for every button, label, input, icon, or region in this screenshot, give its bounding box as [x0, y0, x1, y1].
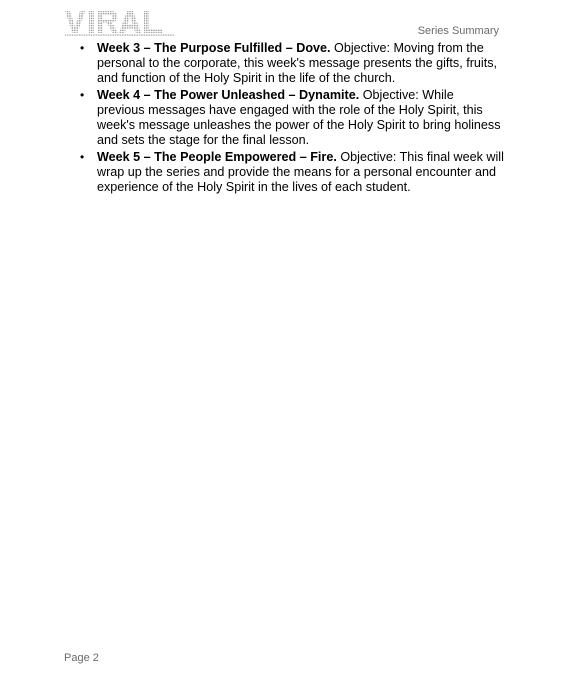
week-heading: Week 3 – The Purpose Fulfilled – Dove.: [97, 41, 331, 55]
week-objective: Objective: While previous messages have engaged with the role of the Holy Spirit, this week's message unleashes the power of the Holy Spirit to bring holiness and sets the stage for the final lesson.: [97, 88, 501, 147]
viral-logo: [64, 10, 176, 36]
header-title: Series Summary: [417, 25, 499, 37]
list-item-week-3: [80, 41, 504, 86]
list-item-week-4: [80, 88, 504, 148]
bullet-icon: •: [80, 150, 85, 164]
week-objective: Objective: Moving from the personal to the corporate, this week's message presents the gifts, fruits, and function of the Holy Spirit in the life of the church.: [97, 41, 498, 85]
page-number: Page 2: [64, 652, 99, 664]
week-heading: Week 4 – The Power Unleashed – Dynamite.: [97, 88, 360, 102]
week-heading: Week 5 – The People Empowered – Fire.: [97, 150, 337, 164]
series-summary-content: [64, 41, 504, 197]
week-objective: Objective: This final week will wrap up the series and provide the means for a personal encounter and experience of the Holy Spirit in the lives of each student.: [97, 150, 504, 194]
weeks-list: [64, 41, 504, 195]
bullet-icon: •: [80, 41, 85, 55]
bullet-icon: •: [80, 88, 85, 102]
viral-logo-graphic: [64, 10, 176, 36]
list-item-week-5: [80, 150, 504, 195]
